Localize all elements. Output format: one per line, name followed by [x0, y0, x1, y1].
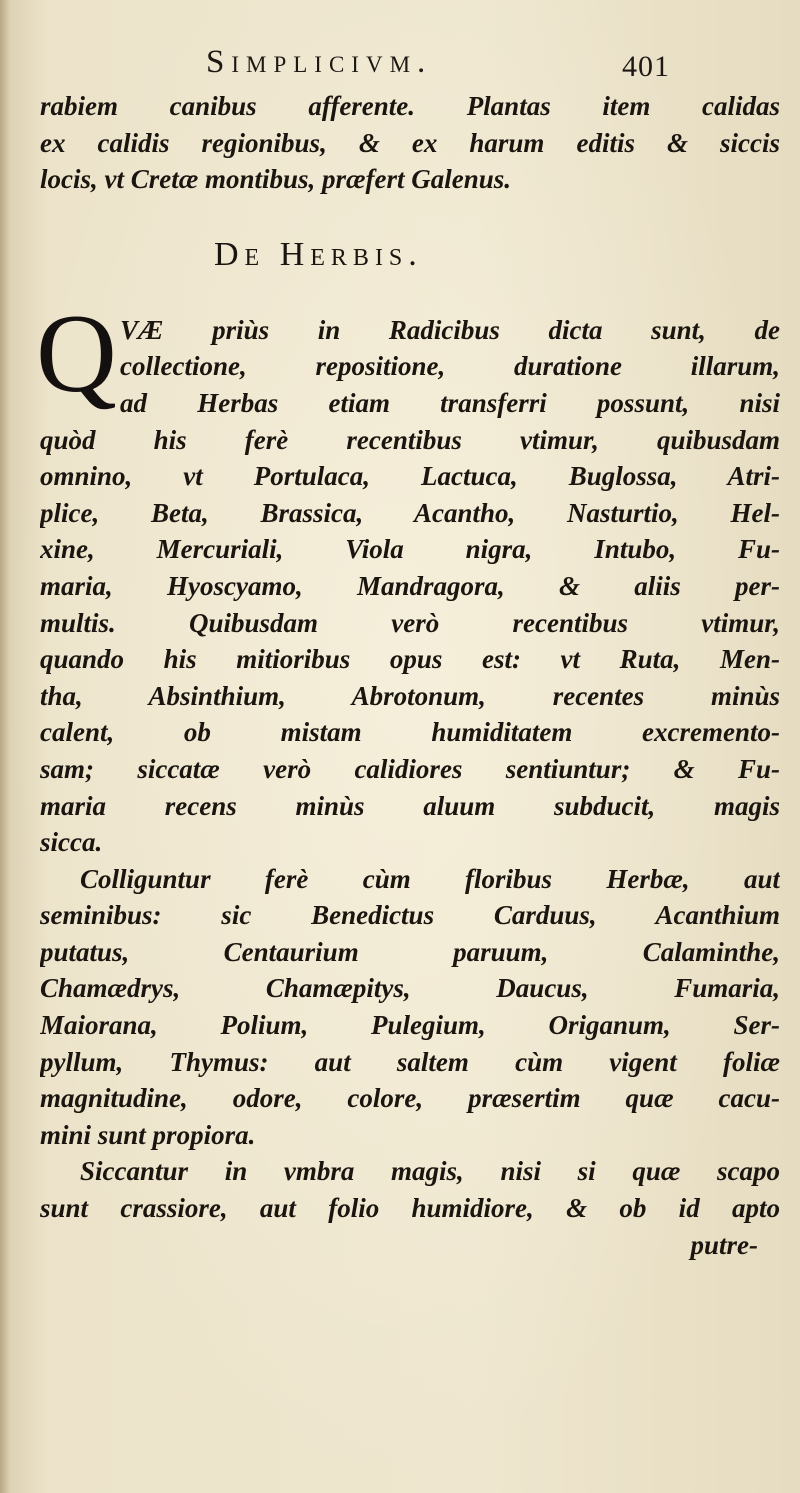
text-line: Colliguntur ferè cùm floribus Herbæ, aut — [80, 863, 780, 894]
text-line: multis. Quibusdam verò recentibus vtimur, — [40, 607, 780, 638]
running-title: Simplicivm. — [206, 44, 433, 80]
drop-cap: Q — [36, 291, 117, 416]
body-text — [36, 88, 780, 1263]
text-line: putatus, Centaurium paruum, Calaminthe, — [40, 936, 780, 967]
text-line: ad Herbas etiam transferri possunt, nisi — [120, 387, 780, 418]
text-line: omnino, vt Portulaca, Lactuca, Buglossa, Atri- — [40, 461, 780, 492]
text-line: VÆ priùs in Radicibus dicta sunt, de — [120, 314, 780, 345]
text-line: maria, Hyoscyamo, Mandragora, & aliis per- — [40, 570, 780, 601]
text-line: locis, vt Cretæ montibus, præfert Galenus. — [40, 164, 512, 195]
text-line: seminibus: sic Benedictus Carduus, Acanthium — [40, 900, 780, 931]
text-line: sicca. — [40, 827, 103, 858]
text-line: quòd his ferè recentibus vtimur, quibusdam — [40, 424, 780, 455]
text-line: calent, ob mistam humiditatem excremento- — [40, 717, 780, 748]
text-line: maria recens minùs aluum subducit, magis — [40, 790, 780, 821]
section-heading: De Herbis. — [214, 235, 423, 273]
text-line: quando his mitioribus opus est: vt Ruta, Men- — [40, 644, 780, 675]
text-line: magnitudine, odore, colore, præsertim quæ cacu- — [40, 1083, 780, 1114]
text-line: ex calidis regionibus, & ex harum editis & siccis — [40, 127, 780, 158]
text-line: pyllum, Thymus: aut saltem cùm vigent foliæ — [40, 1046, 780, 1077]
paragraph-1 — [36, 291, 780, 861]
text-line: tha, Absinthium, Abrotonum, recentes minùs — [40, 680, 780, 711]
paragraph-2 — [40, 861, 780, 1154]
text-line: sam; siccatæ verò calidiores sentiuntur; & Fu- — [40, 753, 780, 784]
running-head — [0, 44, 800, 88]
paragraph-3 — [40, 1153, 780, 1263]
text-line: xine, Mercuriali, Viola nigra, Intubo, Fu- — [40, 534, 780, 565]
text-line: collectione, repositione, duratione illarum, — [120, 351, 780, 382]
text-line: Chamædrys, Chamæpitys, Daucus, Fumaria, — [40, 973, 780, 1004]
page-number: 401 — [622, 50, 670, 83]
text-line: sunt crassiore, aut folio humidiore, & ob id apto — [40, 1193, 780, 1224]
catchword: putre- — [690, 1229, 758, 1260]
text-line: plice, Beta, Brassica, Acantho, Nasturtio, Hel- — [40, 497, 780, 528]
text-line: mini sunt propiora. — [40, 1119, 256, 1150]
text-line: Siccantur in vmbra magis, nisi si quæ scapo — [80, 1156, 780, 1187]
text-line: rabiem canibus afferente. Plantas item calidas — [40, 91, 780, 121]
text-line: Maiorana, Polium, Pulegium, Origanum, Ser- — [40, 1010, 780, 1041]
